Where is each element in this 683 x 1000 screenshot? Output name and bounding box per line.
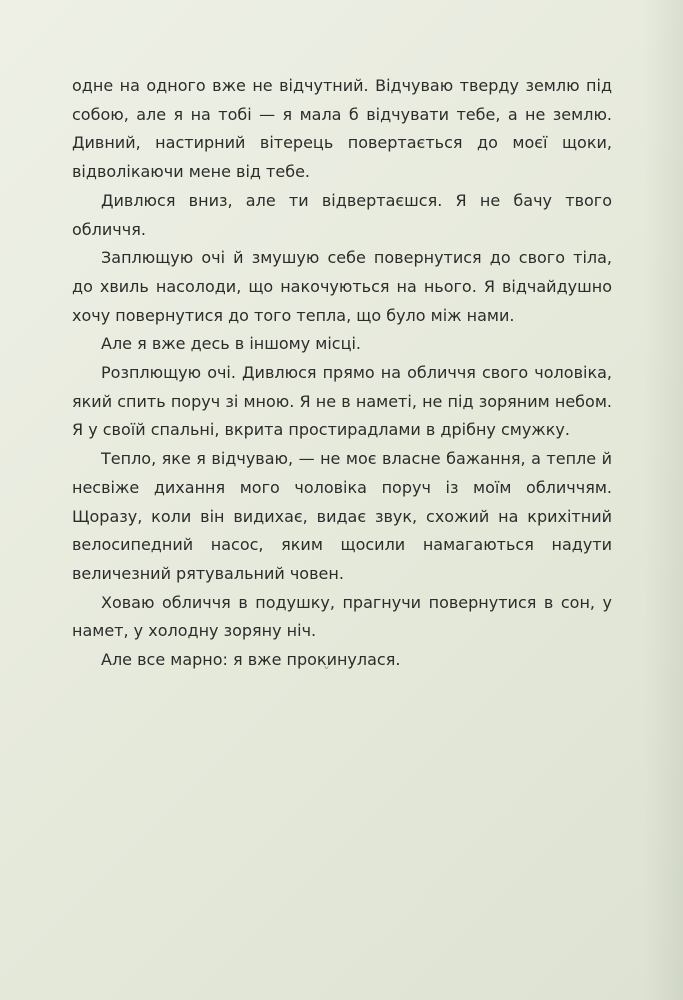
paragraph-1: одне на одного вже не відчутний. Відчуваю тверду землю під собою, але я на тобі — я мала б відчувати тебе, а не землю. Дивний, настирний вітерець повертається до моєї щоки, відволікаючи мене від тебе. bbox=[72, 76, 612, 182]
paragraph-2: Дивлюся вниз, але ти відвертаєшся. Я не бачу твого обличчя. bbox=[72, 190, 612, 239]
print-speck: ˇ bbox=[323, 666, 330, 682]
paragraph-8: Але все марно: я вже прокинулася. bbox=[101, 650, 401, 670]
paragraph-7: Ховаю обличчя в подушку, прагнучи повернутися в сон, у намет, у холодну зоряну ніч. bbox=[72, 592, 612, 641]
paragraph-3: Заплющую очі й змушую себе повернутися до свого тіла, до хвиль насолоди, що накочуються на нього. Я відчайдушно хочу повернутися до того тепла, що було між нами. bbox=[72, 248, 612, 325]
paragraph-6: Тепло, яке я відчуваю, — не моє власне бажання, а тепле й несвіже дихання мого чоловіка поруч із моїм обличчям. Щоразу, коли він видихає, видає звук, схожий на крихітний велосипедний насос, яким щосили намагаються надути величезний рятувальний човен. bbox=[72, 449, 612, 583]
paragraph-4: Але я вже десь в іншому місці. bbox=[101, 334, 362, 354]
paragraph-5: Розплющую очі. Дивлюся прямо на обличчя свого чоловіка, який спить поруч зі мною. Я не в наметі, не під зоряним небом. Я у своїй спальні, вкрита простирадлами в дрібну смужку. bbox=[72, 363, 612, 440]
page-text bbox=[72, 72, 612, 675]
